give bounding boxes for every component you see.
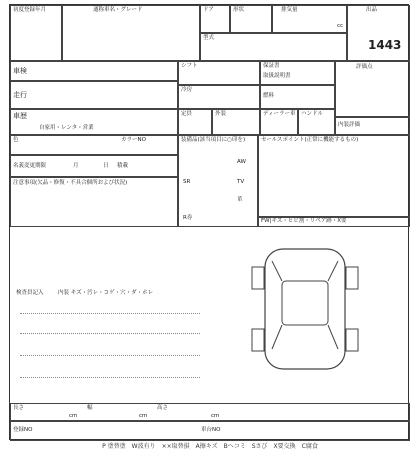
lot-label: 出品 (366, 7, 378, 13)
equipment-item-2: AW (237, 159, 246, 165)
wheel-rear-right (346, 329, 358, 351)
equipment-box (178, 135, 258, 227)
manual-label: 取扱説明書 (263, 73, 291, 79)
car-roof (282, 281, 328, 325)
model-label: 型式 (203, 35, 215, 41)
notes-label: 注意事項(欠品・修復・不具合個所および状況) (13, 180, 128, 186)
selling-points-label: セールスポイント(正常に機能するもの) (261, 137, 359, 143)
door-cell (200, 5, 230, 33)
car-body-outline (265, 249, 345, 369)
door-label: ドア (203, 7, 214, 13)
history-row (10, 109, 178, 135)
shift-cell (178, 61, 260, 85)
score-cell (335, 61, 410, 117)
car-diagram (210, 229, 400, 379)
color-no-label: カラーNO (121, 137, 146, 143)
dimensions-row (10, 403, 410, 421)
wheel-front-right (346, 267, 358, 289)
inspector-label: 検査員記入 (16, 290, 44, 296)
selling-points-box (258, 135, 410, 217)
model-cell (200, 33, 347, 61)
fuel-label: 燃料 (263, 93, 275, 99)
notes-area (10, 177, 178, 227)
history-label: 車歴 (13, 112, 27, 120)
first-reg-label: 初度登録年月 (13, 7, 47, 13)
aircon-label: 冷房 (181, 87, 193, 93)
cc-unit: cc (336, 22, 343, 29)
handle-label: ハンドル (301, 111, 324, 117)
shift-label: シフト (181, 63, 198, 69)
equipment-item-3: TV (237, 179, 245, 185)
name-change-label: 名義変更期限 (13, 163, 47, 169)
wheel-rear-left (252, 329, 264, 351)
warranty-label: 保証書 (263, 63, 280, 69)
chassis-label: 車台NO (201, 427, 221, 433)
auction-sheet (9, 4, 409, 440)
wheel-front-left (252, 267, 264, 289)
name-change-row (10, 155, 178, 177)
int-score-label: 内装評価 (338, 122, 361, 128)
ext-label: 外装 (215, 111, 227, 117)
fuel-cell (260, 85, 335, 109)
displacement-label: 排気量 (281, 7, 298, 13)
capacity-label: 定員 (181, 111, 193, 117)
aircon-cell (178, 85, 260, 109)
inspection-row (10, 61, 178, 81)
inspector-options: 内装 キズ・汚レ・コゲ・穴・ダ・ホレ (58, 290, 154, 296)
seat-label: 積載 (117, 163, 129, 169)
shape-label: 形状 (233, 7, 245, 13)
reg-no-label: 登録NO (13, 427, 33, 433)
legend: P 塗替塗 W波有り ××取替損 A擦キズ Bヘコミ Sさび X要交換 C腐食 (102, 443, 318, 450)
lot-number: 1443 (368, 38, 402, 52)
inspector-line (20, 377, 200, 378)
recycle-label: R券 (183, 215, 193, 221)
mileage-row (10, 81, 178, 109)
color-row (10, 135, 178, 155)
inspector-header (16, 289, 206, 301)
damage-legend-row (258, 217, 410, 227)
score-label: 評価点 (356, 64, 373, 70)
lot-cell (347, 5, 410, 61)
height-label: 高さ (157, 405, 169, 411)
history-options: 自家用・レンタ・営業 (39, 125, 94, 131)
length-cm: cm (69, 413, 78, 419)
capacity-cell (178, 109, 212, 135)
dealer-label: ディーラー車 (263, 111, 296, 117)
ext-cell (212, 109, 260, 135)
damage-legend-text: FW|キズ・ヒビ割・リペア跡・X要 (261, 218, 347, 224)
mileage-label: 走行 (13, 91, 27, 99)
name-grade-cell (62, 5, 200, 61)
shape-cell (230, 5, 272, 33)
width-label: 幅 (87, 405, 93, 411)
height-cm: cm (211, 413, 220, 419)
inspector-line (20, 355, 200, 356)
day-label: 日 (103, 163, 109, 169)
dealer-cell (260, 109, 298, 135)
int-score-cell (335, 117, 410, 135)
inspector-line (20, 333, 200, 334)
first-reg-cell (10, 5, 62, 61)
equipment-item-4: 革 (237, 197, 243, 203)
width-cm: cm (139, 413, 148, 419)
length-label: 長さ (13, 405, 25, 411)
inspector-line (20, 313, 200, 314)
displacement-cell (272, 5, 347, 33)
name-grade-label: 通称車名・グレード (93, 7, 143, 13)
month-label: 月 (73, 163, 79, 169)
reg-no-row (10, 421, 410, 441)
inspection-label: 車検 (13, 67, 27, 75)
warranty-cell (260, 61, 335, 85)
equipment-title: 装備品(該当項目に○印を) (181, 137, 246, 143)
handle-cell (298, 109, 335, 135)
equipment-item-1: SR (183, 179, 191, 185)
color-label: 色 (13, 137, 19, 143)
